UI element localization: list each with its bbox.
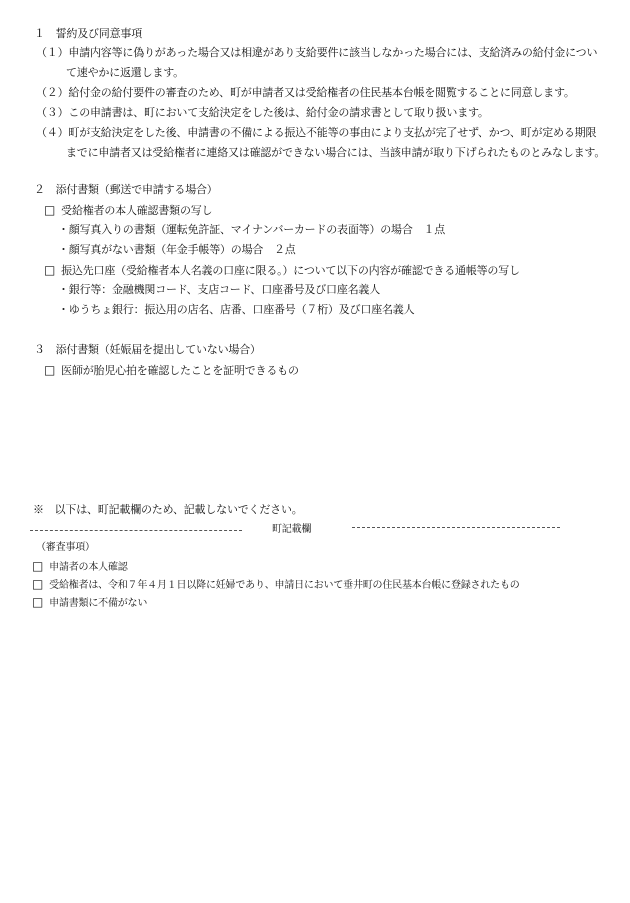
check-label: 受給権者は、令和７年４月１日以降に妊婦であり、申請日において垂井町の住民基本台帳に登録されたもの bbox=[49, 580, 520, 591]
check-label: 申請書類に不備がない bbox=[49, 598, 148, 609]
item-label: 受給権者の本人確認書類の写し bbox=[61, 204, 213, 217]
item-number: （４） bbox=[36, 126, 69, 139]
section2-item-2-sub-1: ・銀行等：金融機関コード、支店コード、口座番号及び口座名義人 bbox=[58, 283, 381, 296]
item-number: （３） bbox=[36, 106, 69, 119]
review-heading: （審査事項） bbox=[36, 542, 95, 553]
item-text: 申請内容等に偽りがあった場合又は相違があり支給要件に該当しなかった場合には、支給済みの給付金につい bbox=[68, 46, 598, 59]
office-notice: ※ 以下は、町記載欄のため、記載しないでください。 bbox=[33, 503, 303, 516]
section2-heading: ２ 添付書類（郵送で申請する場合） bbox=[34, 183, 218, 196]
office-divider-label: 町記載欄 bbox=[272, 524, 312, 535]
checkbox-icon: □ bbox=[32, 595, 44, 609]
section2-item-2-sub-2: ・ゆうちょ銀行：振込用の店名、店番、口座番号（７桁）及び口座名義人 bbox=[58, 303, 415, 316]
section2-item-1-sub-1: ・顔写真入りの書類（運転免許証、マイナンバーカードの表面等）の場合 １点 bbox=[58, 223, 446, 236]
section3-heading: ３ 添付書類（妊娠届を提出していない場合） bbox=[34, 343, 261, 356]
checkbox-icon: □ bbox=[44, 203, 56, 217]
item-text: 町が支給決定をした後、申請書の不備による振込不能等の事由により支払が完了せず、かつ、町が定める期限 bbox=[68, 126, 597, 139]
section1-heading: １ 誓約及び同意事項 bbox=[34, 27, 142, 40]
checkbox-icon: □ bbox=[32, 577, 44, 591]
divider-right bbox=[352, 527, 560, 528]
item-label: 振込先口座（受給権者本人名義の口座に限る。）について以下の内容が確認できる通帳等の写し bbox=[61, 264, 520, 277]
review-check-3 bbox=[32, 595, 147, 611]
section2-item-2 bbox=[44, 263, 520, 278]
review-check-2 bbox=[32, 577, 520, 593]
item-text: 給付金の給付要件の審査のため、町が申請者又は受給権者の住民基本台帳を閲覧することに同意します。 bbox=[68, 86, 575, 99]
item-number: （１） bbox=[36, 46, 69, 59]
checkbox-icon: □ bbox=[32, 559, 44, 573]
checkbox-icon: □ bbox=[44, 263, 56, 277]
section2-item-1-sub-2: ・顔写真がない書類（年金手帳等）の場合 ２点 bbox=[58, 243, 296, 256]
section3-item-1 bbox=[44, 363, 299, 378]
section1-item-3 bbox=[36, 106, 489, 120]
section1-item-1-continued: て速やかに返還します。 bbox=[66, 66, 184, 79]
section2-item-1 bbox=[44, 203, 212, 218]
section1-item-1 bbox=[36, 46, 597, 60]
checkbox-icon: □ bbox=[44, 363, 56, 377]
check-label: 申請者の本人確認 bbox=[49, 562, 128, 573]
section1-item-2 bbox=[36, 86, 575, 100]
item-text: この申請書は、町において支給決定をした後は、給付金の請求書として取り扱います。 bbox=[68, 106, 489, 119]
item-label: 医師が胎児心拍を確認したことを証明できるもの bbox=[61, 364, 299, 377]
divider-left bbox=[30, 530, 242, 531]
item-number: （２） bbox=[36, 86, 69, 99]
section1-item-4 bbox=[36, 126, 596, 140]
section1-item-4-continued: までに申請者又は受給権者に連絡又は確認ができない場合には、当該申請が取り下げられたものとみなします。 bbox=[66, 146, 606, 159]
review-check-1 bbox=[32, 559, 128, 575]
